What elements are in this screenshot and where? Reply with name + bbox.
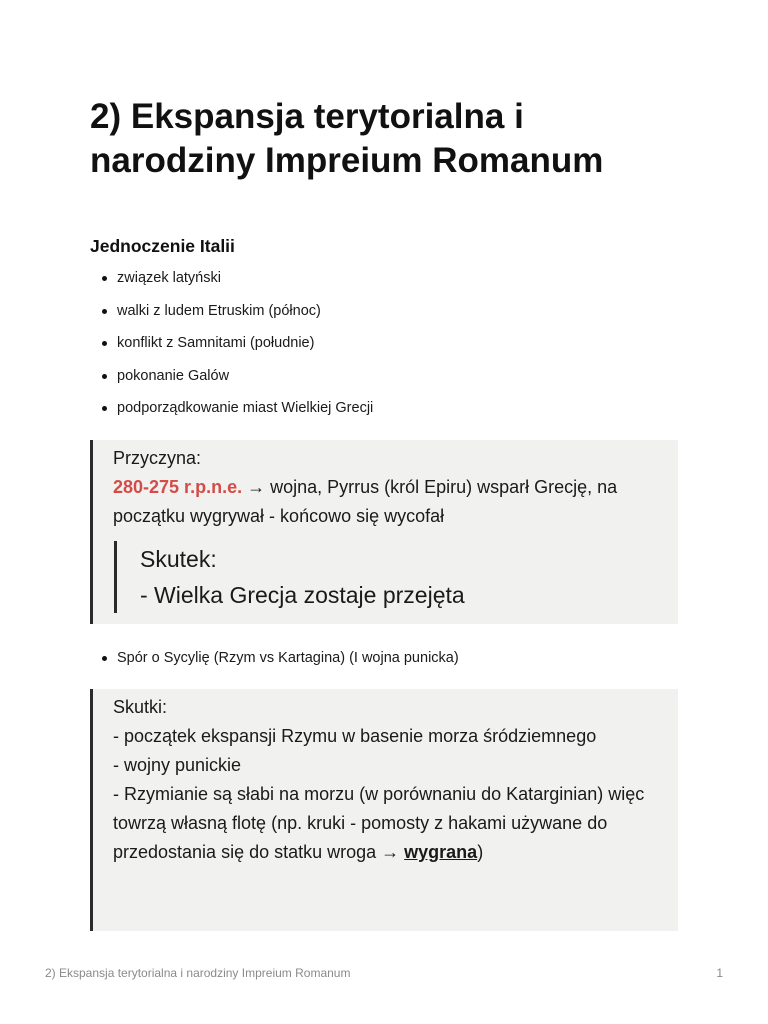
quote-line: - Rzymianie są słabi na morzu (w porównaniu do Katarginian) więc xyxy=(113,784,645,804)
nested-quote-label: Skutek: xyxy=(140,546,217,572)
quote-text-line: początku wygrywał - końcowo się wycofał xyxy=(113,506,445,526)
list-item: Spór o Sycylię (Rzym vs Kartagina) (I wojna punicka) xyxy=(90,648,459,681)
page-title-line-1: 2) Ekspansja terytorialna i xyxy=(90,97,524,136)
list-item: związek latyński xyxy=(90,268,373,301)
footer-page-number: 1 xyxy=(716,966,723,980)
nested-quote-effect xyxy=(114,541,668,613)
quote-line: - początek ekspansji Rzymu w basenie morza śródziemnego xyxy=(113,726,597,746)
quote-label: Przyczyna: xyxy=(113,448,202,468)
list-item: walki z ludem Etruskim (północ) xyxy=(90,301,373,334)
nested-quote-text: - Wielka Grecja zostaje przejęta xyxy=(140,582,465,608)
date-highlight: 280-275 r.p.n.e. xyxy=(113,477,243,497)
quote-line-part: ) xyxy=(477,842,484,862)
quote-text xyxy=(113,473,668,502)
section-heading: Jednoczenie Italii xyxy=(90,236,235,256)
bold-underlined-word: wygrana xyxy=(404,842,478,862)
quote-line: - wojny punickie xyxy=(113,755,242,775)
list-item: pokonanie Galów xyxy=(90,366,373,399)
footer-document-title: 2) Ekspansja terytorialna i narodziny Impreium Romanum xyxy=(45,966,351,980)
quote-line: towrzą własną flotę (np. kruki - pomosty z hakami używane do xyxy=(113,813,608,833)
quote-line-part: przedostania się do statku wroga → xyxy=(113,842,405,862)
quote-line xyxy=(113,838,668,867)
quote-line: Skutki: xyxy=(113,697,168,717)
page-title-line-2: narodziny Impreium Romanum xyxy=(90,141,604,180)
bullet-list-unification xyxy=(90,268,373,431)
bullet-list-sicily xyxy=(90,648,459,681)
list-item: konflikt z Samnitami (południe) xyxy=(90,333,373,366)
quote-text-part: → wojna, Pyrrus (król Epiru) wsparł Grecję, na xyxy=(242,477,618,497)
quote-block-effects xyxy=(90,689,678,931)
quote-block-cause xyxy=(90,440,678,624)
page-title xyxy=(90,95,680,183)
list-item: podporządkowanie miast Wielkiej Grecji xyxy=(90,398,373,431)
